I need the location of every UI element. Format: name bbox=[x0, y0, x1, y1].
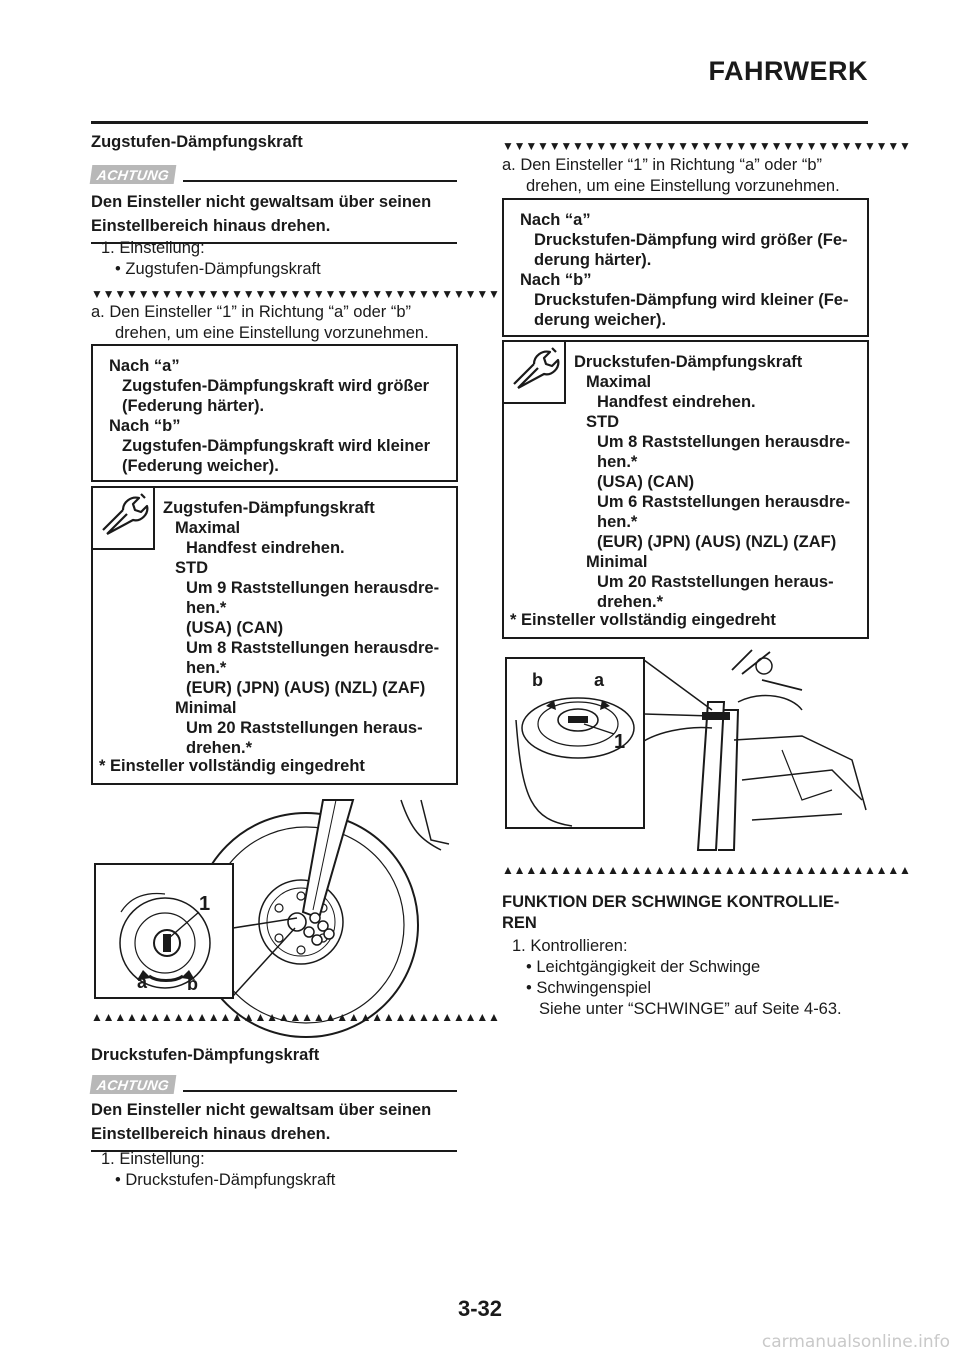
adjust-step-compression bbox=[91, 1149, 457, 1191]
section-heading-rebound: Zugstufen-Dämpfungskraft bbox=[91, 133, 303, 151]
warning-text-line: Den Einsteller nicht gewaltsam über seinen bbox=[91, 193, 432, 211]
spec-line: Zugstufen-Dämpfungskraft bbox=[163, 499, 375, 517]
label-b: b bbox=[187, 974, 198, 994]
spec-line: Um 6 Raststellungen herausdre- bbox=[597, 493, 851, 511]
compression-adjuster-figure bbox=[502, 650, 868, 862]
box-line: derung weicher). bbox=[534, 311, 667, 329]
heading-line: FUNKTION DER SCHWINGE KONTROLLIE- bbox=[502, 893, 840, 911]
warning-badge: ACHTUNG bbox=[90, 1075, 177, 1094]
spec-line: hen.* bbox=[597, 453, 638, 471]
substep-line: a. Den Einsteller “1” in Richtung “a” oder “b” bbox=[502, 156, 823, 174]
warning-badge: ACHTUNG bbox=[90, 165, 177, 184]
spec-line: STD bbox=[175, 559, 208, 577]
box-line: Druckstufen-Dämpfung wird kleiner (Fe- bbox=[534, 291, 849, 309]
spec-line: STD bbox=[586, 413, 619, 431]
step-bullet: • Zugstufen-Dämpfungskraft bbox=[115, 260, 321, 278]
substep-line: drehen, um eine Einstellung vorzunehmen. bbox=[526, 177, 840, 195]
step-bullet: • Schwingenspiel bbox=[526, 979, 652, 997]
spec-line: Handfest eindrehen. bbox=[597, 393, 756, 411]
step-reference: Siehe unter “SCHWINGE” auf Seite 4-63. bbox=[539, 1000, 842, 1018]
warning-block-2 bbox=[91, 1072, 457, 1152]
spec-line: Um 9 Raststellungen herausdre- bbox=[186, 579, 440, 597]
box-line: (Federung weicher). bbox=[122, 457, 279, 475]
page-number: 3-32 bbox=[457, 1296, 503, 1321]
warning-rule bbox=[183, 180, 457, 182]
header-rule bbox=[91, 121, 868, 124]
warning-text-line: Den Einsteller nicht gewaltsam über seinen bbox=[91, 1101, 432, 1119]
box-line: (Federung härter). bbox=[122, 397, 265, 415]
spec-line: (USA) (CAN) bbox=[597, 473, 695, 491]
label-1: 1 bbox=[614, 731, 626, 753]
spec-line: Maximal bbox=[586, 373, 652, 391]
spec-line: Minimal bbox=[586, 553, 648, 571]
warning-block-1 bbox=[91, 162, 457, 244]
spec-line: Um 8 Raststellungen herausdre- bbox=[597, 433, 851, 451]
section-heading-compression: Druckstufen-Dämpfungskraft bbox=[91, 1046, 320, 1064]
spec-line: drehen.* bbox=[186, 739, 253, 757]
spec-box-rebound bbox=[91, 486, 458, 785]
spec-box-compression bbox=[502, 340, 869, 639]
direction-info-box-compression bbox=[502, 198, 869, 337]
triangle-divider-start: ▼▼▼▼▼▼▼▼▼▼▼▼▼▼▼▼▼▼▼▼▼▼▼▼▼▼▼▼▼▼▼▼▼▼▼ bbox=[91, 287, 500, 301]
triangle-divider-end: ▲▲▲▲▲▲▲▲▲▲▲▲▲▲▲▲▲▲▲▲▲▲▲▲▲▲▲▲▲▲▲▲▲▲▲ bbox=[502, 863, 911, 877]
spec-line: Minimal bbox=[175, 699, 237, 717]
substep-a-rebound bbox=[91, 302, 457, 344]
label-1: 1 bbox=[199, 893, 211, 915]
watermark: carmanualsonline.info bbox=[761, 1332, 950, 1352]
box-line: Zugstufen-Dämpfungskraft wird größer bbox=[122, 377, 430, 395]
step-bullet: • Leichtgängigkeit der Schwinge bbox=[526, 958, 761, 976]
box-line: Nach “a” bbox=[109, 357, 180, 375]
step-line: 1. Einstellung: bbox=[101, 1150, 205, 1168]
step-line: 1. Einstellung: bbox=[101, 239, 205, 257]
triangle-divider-start: ▼▼▼▼▼▼▼▼▼▼▼▼▼▼▼▼▼▼▼▼▼▼▼▼▼▼▼▼▼▼▼▼▼▼▼ bbox=[502, 139, 911, 153]
adjust-step-rebound bbox=[91, 238, 457, 280]
rebound-adjuster-figure bbox=[91, 800, 457, 1000]
step-line: 1. Kontrollieren: bbox=[512, 937, 628, 955]
spec-line: (EUR) (JPN) (AUS) (NZL) (ZAF) bbox=[597, 533, 837, 551]
spec-footnote: * Einsteller vollständig eingedreht bbox=[510, 611, 776, 629]
wrench-icon bbox=[504, 342, 562, 400]
box-line: Nach “b” bbox=[109, 417, 181, 435]
wrench-icon bbox=[93, 488, 151, 546]
spec-line: (USA) (CAN) bbox=[186, 619, 284, 637]
substep-line: a. Den Einsteller “1” in Richtung “a” oder “b” bbox=[91, 303, 412, 321]
swingarm-check-step bbox=[502, 936, 868, 1020]
warning-text-line: Einstellbereich hinaus drehen. bbox=[91, 1125, 331, 1143]
spec-line: Um 20 Raststellungen heraus- bbox=[186, 719, 423, 737]
spec-line: Druckstufen-Dämpfungskraft bbox=[574, 353, 803, 371]
warning-rule bbox=[183, 1090, 457, 1092]
box-line: Druckstufen-Dämpfung wird größer (Fe- bbox=[534, 231, 848, 249]
spec-line: Handfest eindrehen. bbox=[186, 539, 345, 557]
spec-line: hen.* bbox=[186, 659, 227, 677]
label-b: b bbox=[532, 670, 543, 690]
heading-line: REN bbox=[502, 914, 537, 932]
spec-footnote: * Einsteller vollständig eingedreht bbox=[99, 757, 365, 775]
spec-line: drehen.* bbox=[597, 593, 664, 611]
substep-a-compression bbox=[502, 155, 868, 197]
spec-line: hen.* bbox=[186, 599, 227, 617]
section-heading-swingarm bbox=[502, 892, 868, 934]
wrench-icon-cell bbox=[504, 342, 566, 404]
label-a: a bbox=[594, 670, 605, 690]
spec-line: (EUR) (JPN) (AUS) (NZL) (ZAF) bbox=[186, 679, 426, 697]
wrench-icon-cell bbox=[93, 488, 155, 550]
chapter-title: FAHRWERK bbox=[708, 56, 868, 86]
box-line: Nach “a” bbox=[520, 211, 591, 229]
substep-line: drehen, um eine Einstellung vorzunehmen. bbox=[115, 324, 429, 342]
triangle-divider-end: ▲▲▲▲▲▲▲▲▲▲▲▲▲▲▲▲▲▲▲▲▲▲▲▲▲▲▲▲▲▲▲▲▲▲▲ bbox=[91, 1010, 500, 1024]
label-a: a bbox=[137, 972, 148, 992]
direction-info-box-rebound bbox=[91, 344, 458, 482]
step-bullet: • Druckstufen-Dämpfungskraft bbox=[115, 1171, 336, 1189]
spec-line: Um 8 Raststellungen herausdre- bbox=[186, 639, 440, 657]
spec-line: hen.* bbox=[597, 513, 638, 531]
warning-text-line: Einstellbereich hinaus drehen. bbox=[91, 217, 331, 235]
box-line: Nach “b” bbox=[520, 271, 592, 289]
spec-line: Maximal bbox=[175, 519, 241, 537]
spec-line: Um 20 Raststellungen heraus- bbox=[597, 573, 834, 591]
box-line: Zugstufen-Dämpfungskraft wird kleiner bbox=[122, 437, 431, 455]
box-line: derung härter). bbox=[534, 251, 652, 269]
